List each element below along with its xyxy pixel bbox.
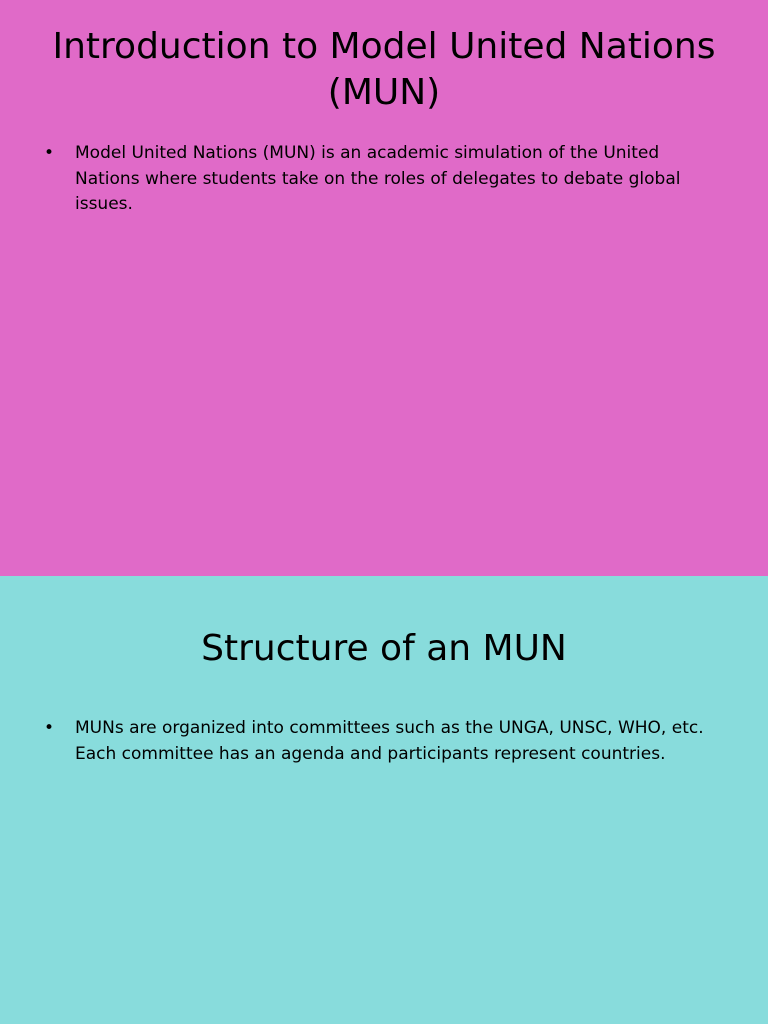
bullet-icon: •	[44, 143, 55, 163]
slide-title: Structure of an MUN	[201, 628, 567, 669]
bullet-text: Model United Nations (MUN) is an academic simulation of the United Nations where students take on the roles of delegates to debate global issues.	[75, 143, 681, 214]
bullet-list	[44, 141, 724, 218]
bullet-text: MUNs are organized into committees such as the UNGA, UNSC, WHO, etc. Each committee has an agenda and participants represent countries.	[75, 718, 704, 764]
slide-title: Introduction to Model United Nations (MUN)	[52, 26, 716, 113]
bullet-icon: •	[44, 718, 55, 738]
slide-structure	[0, 576, 768, 1024]
bullet-list	[44, 716, 724, 767]
bullet-item	[44, 716, 724, 767]
bullet-item	[44, 141, 724, 218]
